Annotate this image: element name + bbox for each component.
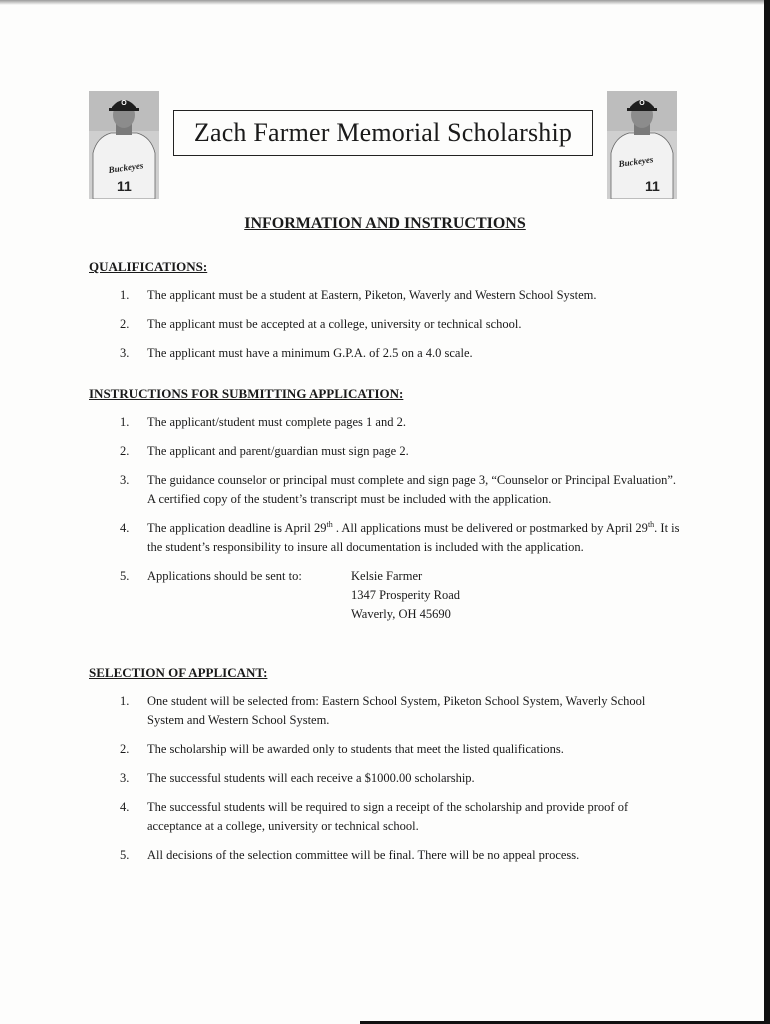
list-number: 2.: [120, 444, 130, 458]
qualification-item: [120, 315, 680, 334]
deadline-text-c: . It is the student’s responsibility to insure all documentation is included with the application.: [147, 521, 680, 554]
page-title: Zach Farmer Memorial Scholarship: [193, 118, 573, 147]
scan-edge-right: [764, 0, 770, 1024]
qualifications-heading: QUALIFICATIONS:: [89, 259, 208, 274]
mailing-instruction: [147, 567, 680, 624]
address-line: 1347 Prosperity Road: [351, 588, 461, 602]
instruction-item: [120, 413, 680, 432]
list-text: The scholarship will be awarded only to students that meet the listed qualifications.: [147, 742, 564, 756]
photo-jersey-text: Buckeyes: [617, 154, 654, 169]
selection-item: [120, 740, 680, 759]
deadline-sup-b: th: [647, 519, 655, 529]
mailing-label: Applications should be sent to:: [147, 569, 302, 583]
player-photo-right: [607, 91, 677, 199]
list-number: 3.: [120, 473, 130, 487]
instruction-item: [120, 519, 680, 557]
selection-item: [120, 798, 680, 836]
list-text: The applicant/student must complete pages 1 and 2.: [147, 415, 406, 429]
deadline-text-b: . All applications must be delivered or postmarked by April 29: [332, 521, 648, 535]
deadline-sup-a: th: [326, 519, 333, 529]
instructions-list: [120, 413, 680, 634]
list-number: 1.: [120, 415, 130, 429]
player-photo-left: [89, 91, 159, 199]
list-text: All decisions of the selection committee will be final. There will be no appeal process.: [147, 848, 580, 862]
list-text: The applicant must be accepted at a college, university or technical school.: [147, 317, 522, 331]
list-text: The applicant must have a minimum G.P.A. of 2.5 on a 4.0 scale.: [147, 346, 473, 360]
info-instructions-heading: INFORMATION AND INSTRUCTIONS: [244, 215, 526, 232]
list-text: The applicant must be a student at Eastern, Piketon, Waverly and Western School System.: [147, 288, 597, 302]
instruction-item: [120, 442, 680, 461]
selection-heading: SELECTION OF APPLICANT:: [89, 665, 268, 680]
instructions-heading: INSTRUCTIONS FOR SUBMITTING APPLICATION:: [89, 386, 404, 401]
title-box: [173, 110, 593, 156]
photo-jersey-number: 11: [645, 178, 660, 194]
instruction-item: [120, 567, 680, 624]
list-number: 1.: [120, 694, 130, 708]
selection-list: [120, 692, 680, 875]
list-text: The applicant and parent/guardian must sign page 2.: [147, 444, 409, 458]
photo-jersey-number: 11: [117, 178, 132, 194]
instruction-item: [120, 471, 680, 509]
scan-edge-top: [0, 0, 770, 5]
photo-jersey-text: Buckeyes: [107, 160, 144, 175]
qualification-item: [120, 286, 680, 305]
selection-item: [120, 769, 680, 788]
list-number: 5.: [120, 569, 130, 583]
list-text: [147, 519, 680, 557]
photo-cap-letter: O: [639, 100, 645, 107]
address-line: Kelsie Farmer: [351, 569, 423, 583]
address-line: Waverly, OH 45690: [351, 607, 451, 621]
list-number: 4.: [120, 521, 130, 535]
list-number: 1.: [120, 288, 130, 302]
list-text: The guidance counselor or principal must complete and sign page 3, “Counselor or Principal Evaluation”. A certified copy of the student’s transcript must be included with the application.: [147, 473, 677, 506]
deadline-text-a: The application deadline is April 29: [147, 521, 327, 535]
qualifications-list: [120, 286, 680, 373]
list-number: 2.: [120, 317, 130, 331]
list-number: 3.: [120, 346, 130, 360]
mailing-address: [351, 567, 460, 624]
photo-cap-letter: O: [121, 100, 127, 107]
list-text: The successful students will be required to sign a receipt of the scholarship and provide proof of acceptance at a college, university or technical school.: [147, 800, 629, 833]
selection-item: [120, 846, 680, 865]
list-number: 2.: [120, 742, 130, 756]
selection-item: [120, 692, 680, 730]
list-number: 3.: [120, 771, 130, 785]
qualification-item: [120, 344, 680, 363]
list-number: 4.: [120, 800, 130, 814]
list-number: 5.: [120, 848, 130, 862]
list-text: One student will be selected from: Eastern School System, Piketon School System, Waverly School System and Western School System.: [147, 694, 646, 727]
list-text: The successful students will each receive a $1000.00 scholarship.: [147, 771, 475, 785]
